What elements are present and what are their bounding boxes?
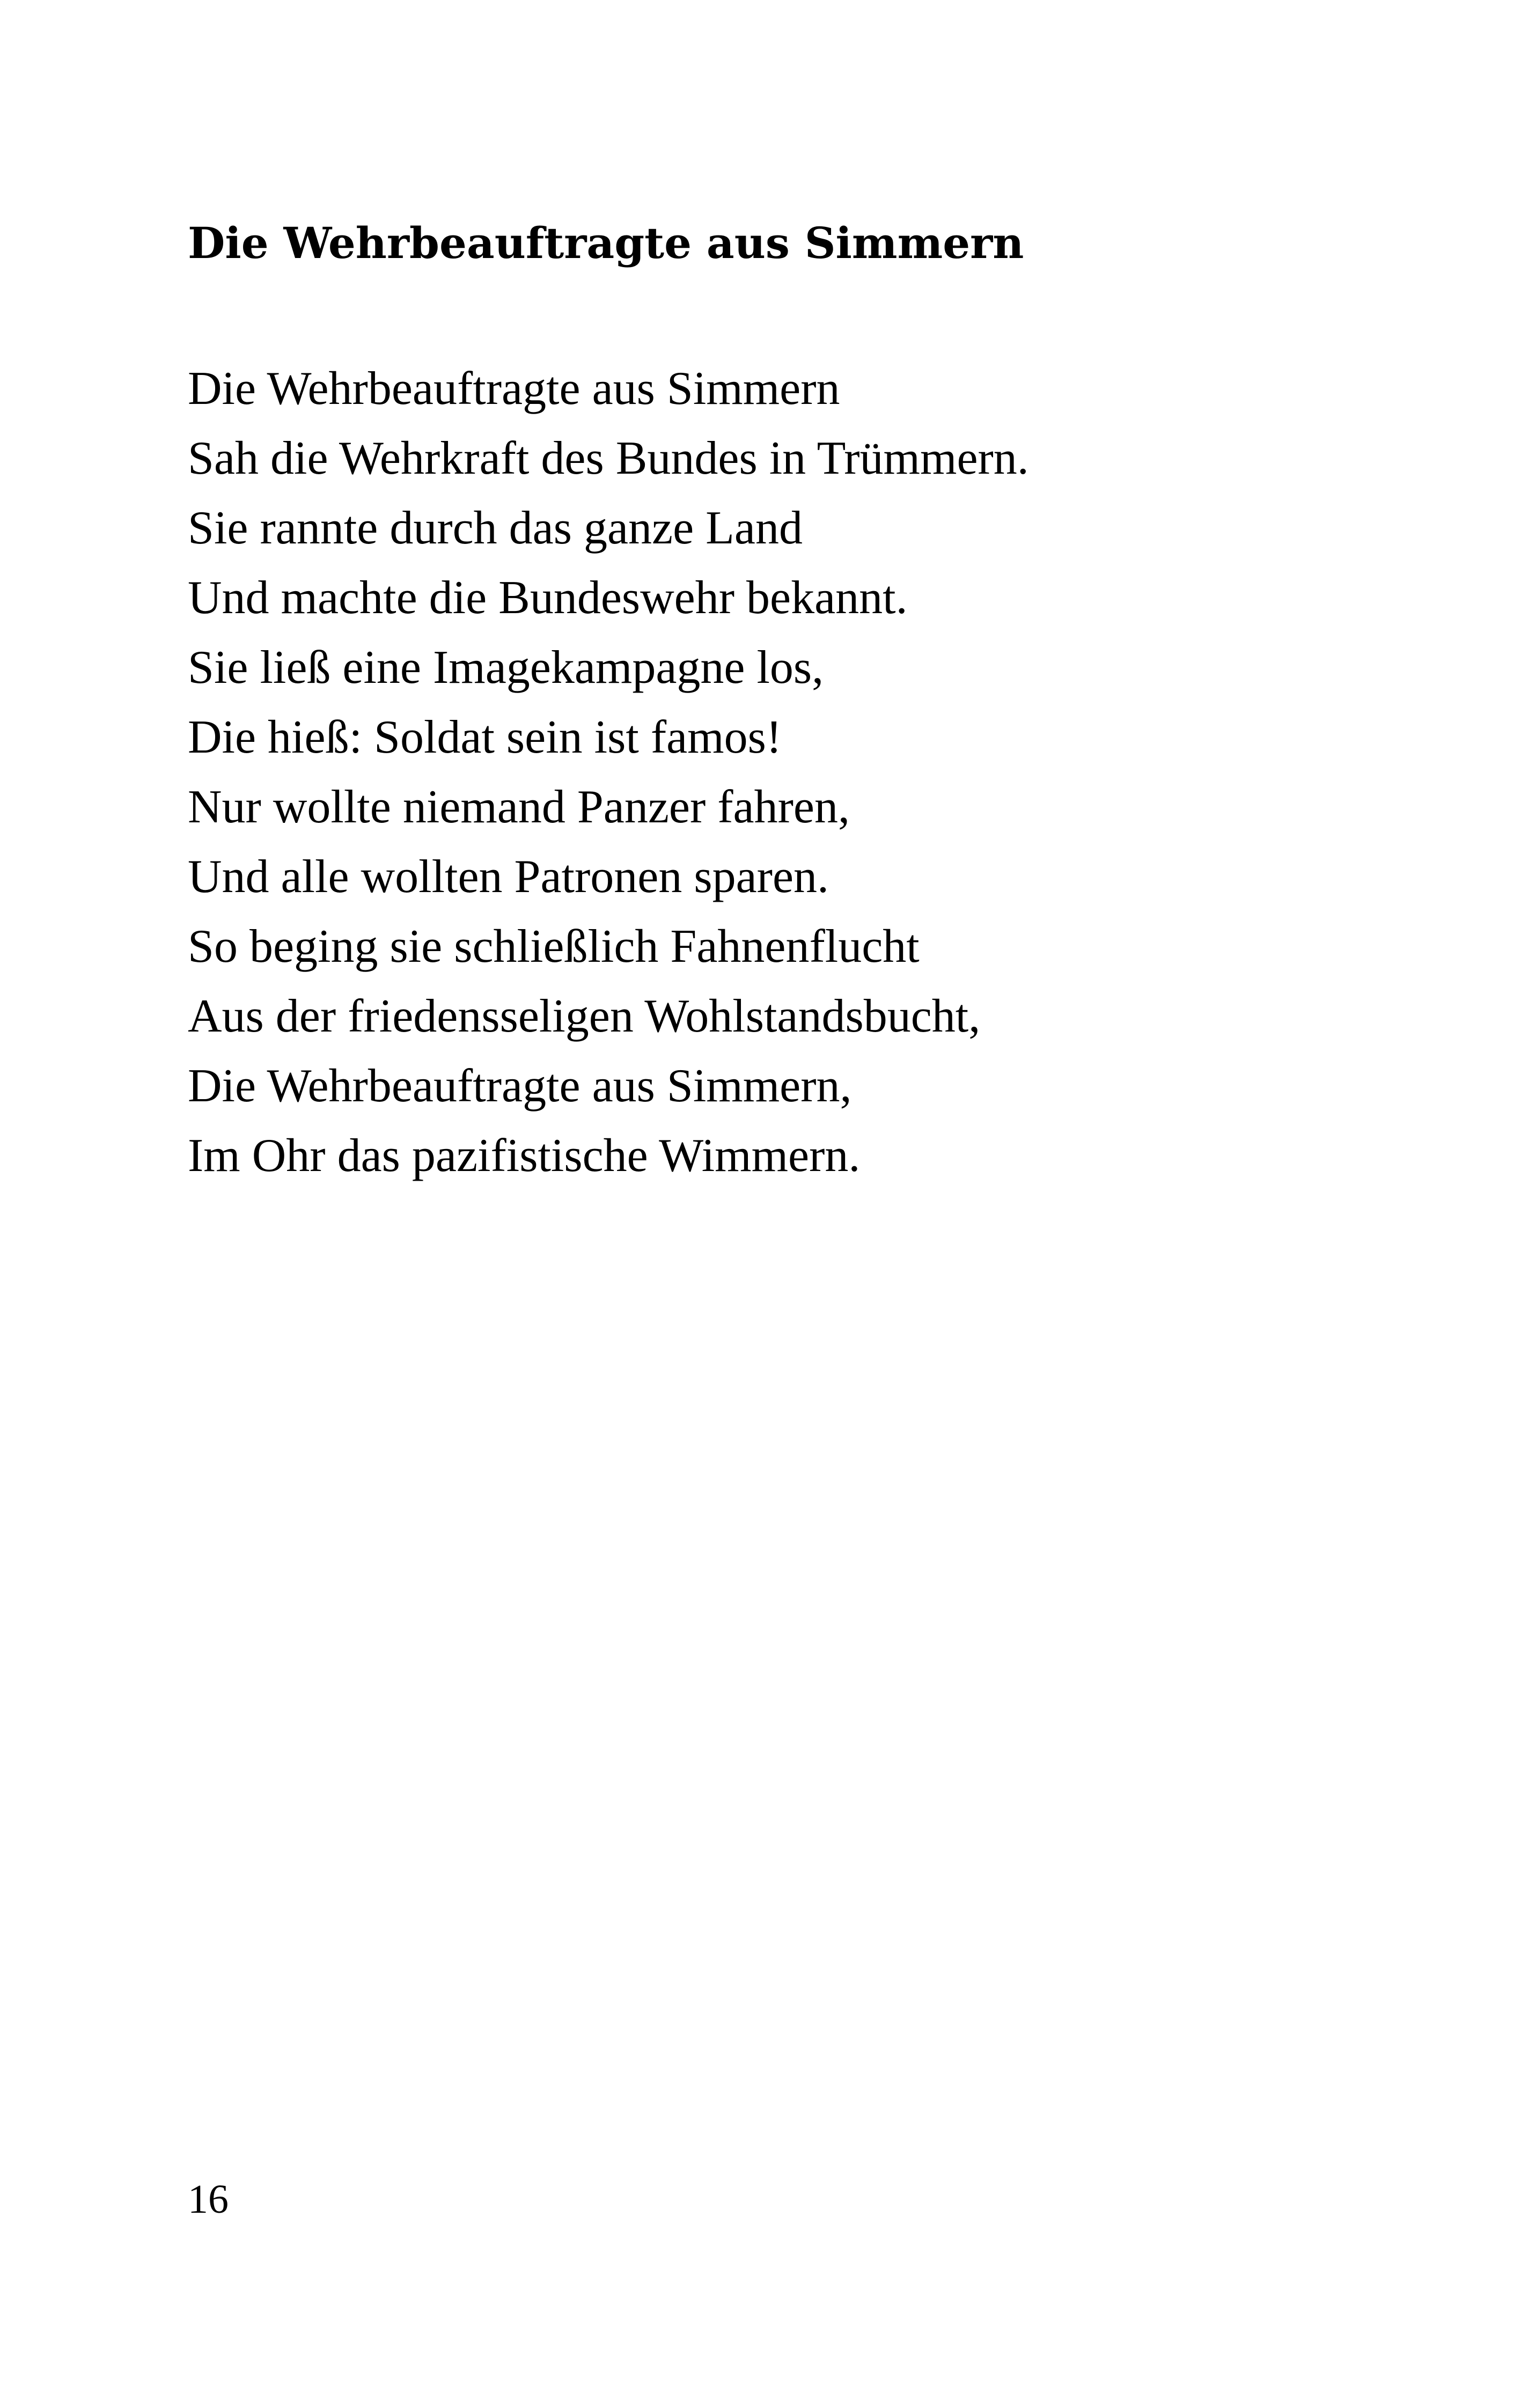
poem-line: Und machte die Bundeswehr bekannt. [188,572,908,624]
poem-line: Nur wollte niemand Panzer fahren, [188,781,850,833]
poem-line: Und alle wollten Patronen sparen. [188,851,829,903]
poem-line: So beging sie schließlich Fahnenflucht [188,921,920,973]
poem-line: Sie rannte durch das ganze Land [188,502,803,554]
page-number: 16 [188,2177,229,2222]
poem-line: Aus der friedensseligen Wohlstandsbucht, [188,990,981,1042]
poem-body [188,354,1029,1191]
poem-line: Sie ließ eine Imagekampagne los, [188,642,824,694]
poem-line: Die Wehrbeauftragte aus Simmern [188,363,840,415]
poem-line: Die hieß: Soldat sein ist famos! [188,711,782,763]
poem-line: Im Ohr das pazifistische Wimmern. [188,1130,861,1182]
poem-title: Die Wehrbeauftragte aus Simmern [188,218,1024,268]
poem-line: Sah die Wehrkraft des Bundes in Trümmern. [188,432,1029,484]
poem-line: Die Wehrbeauftragte aus Simmern, [188,1060,852,1112]
